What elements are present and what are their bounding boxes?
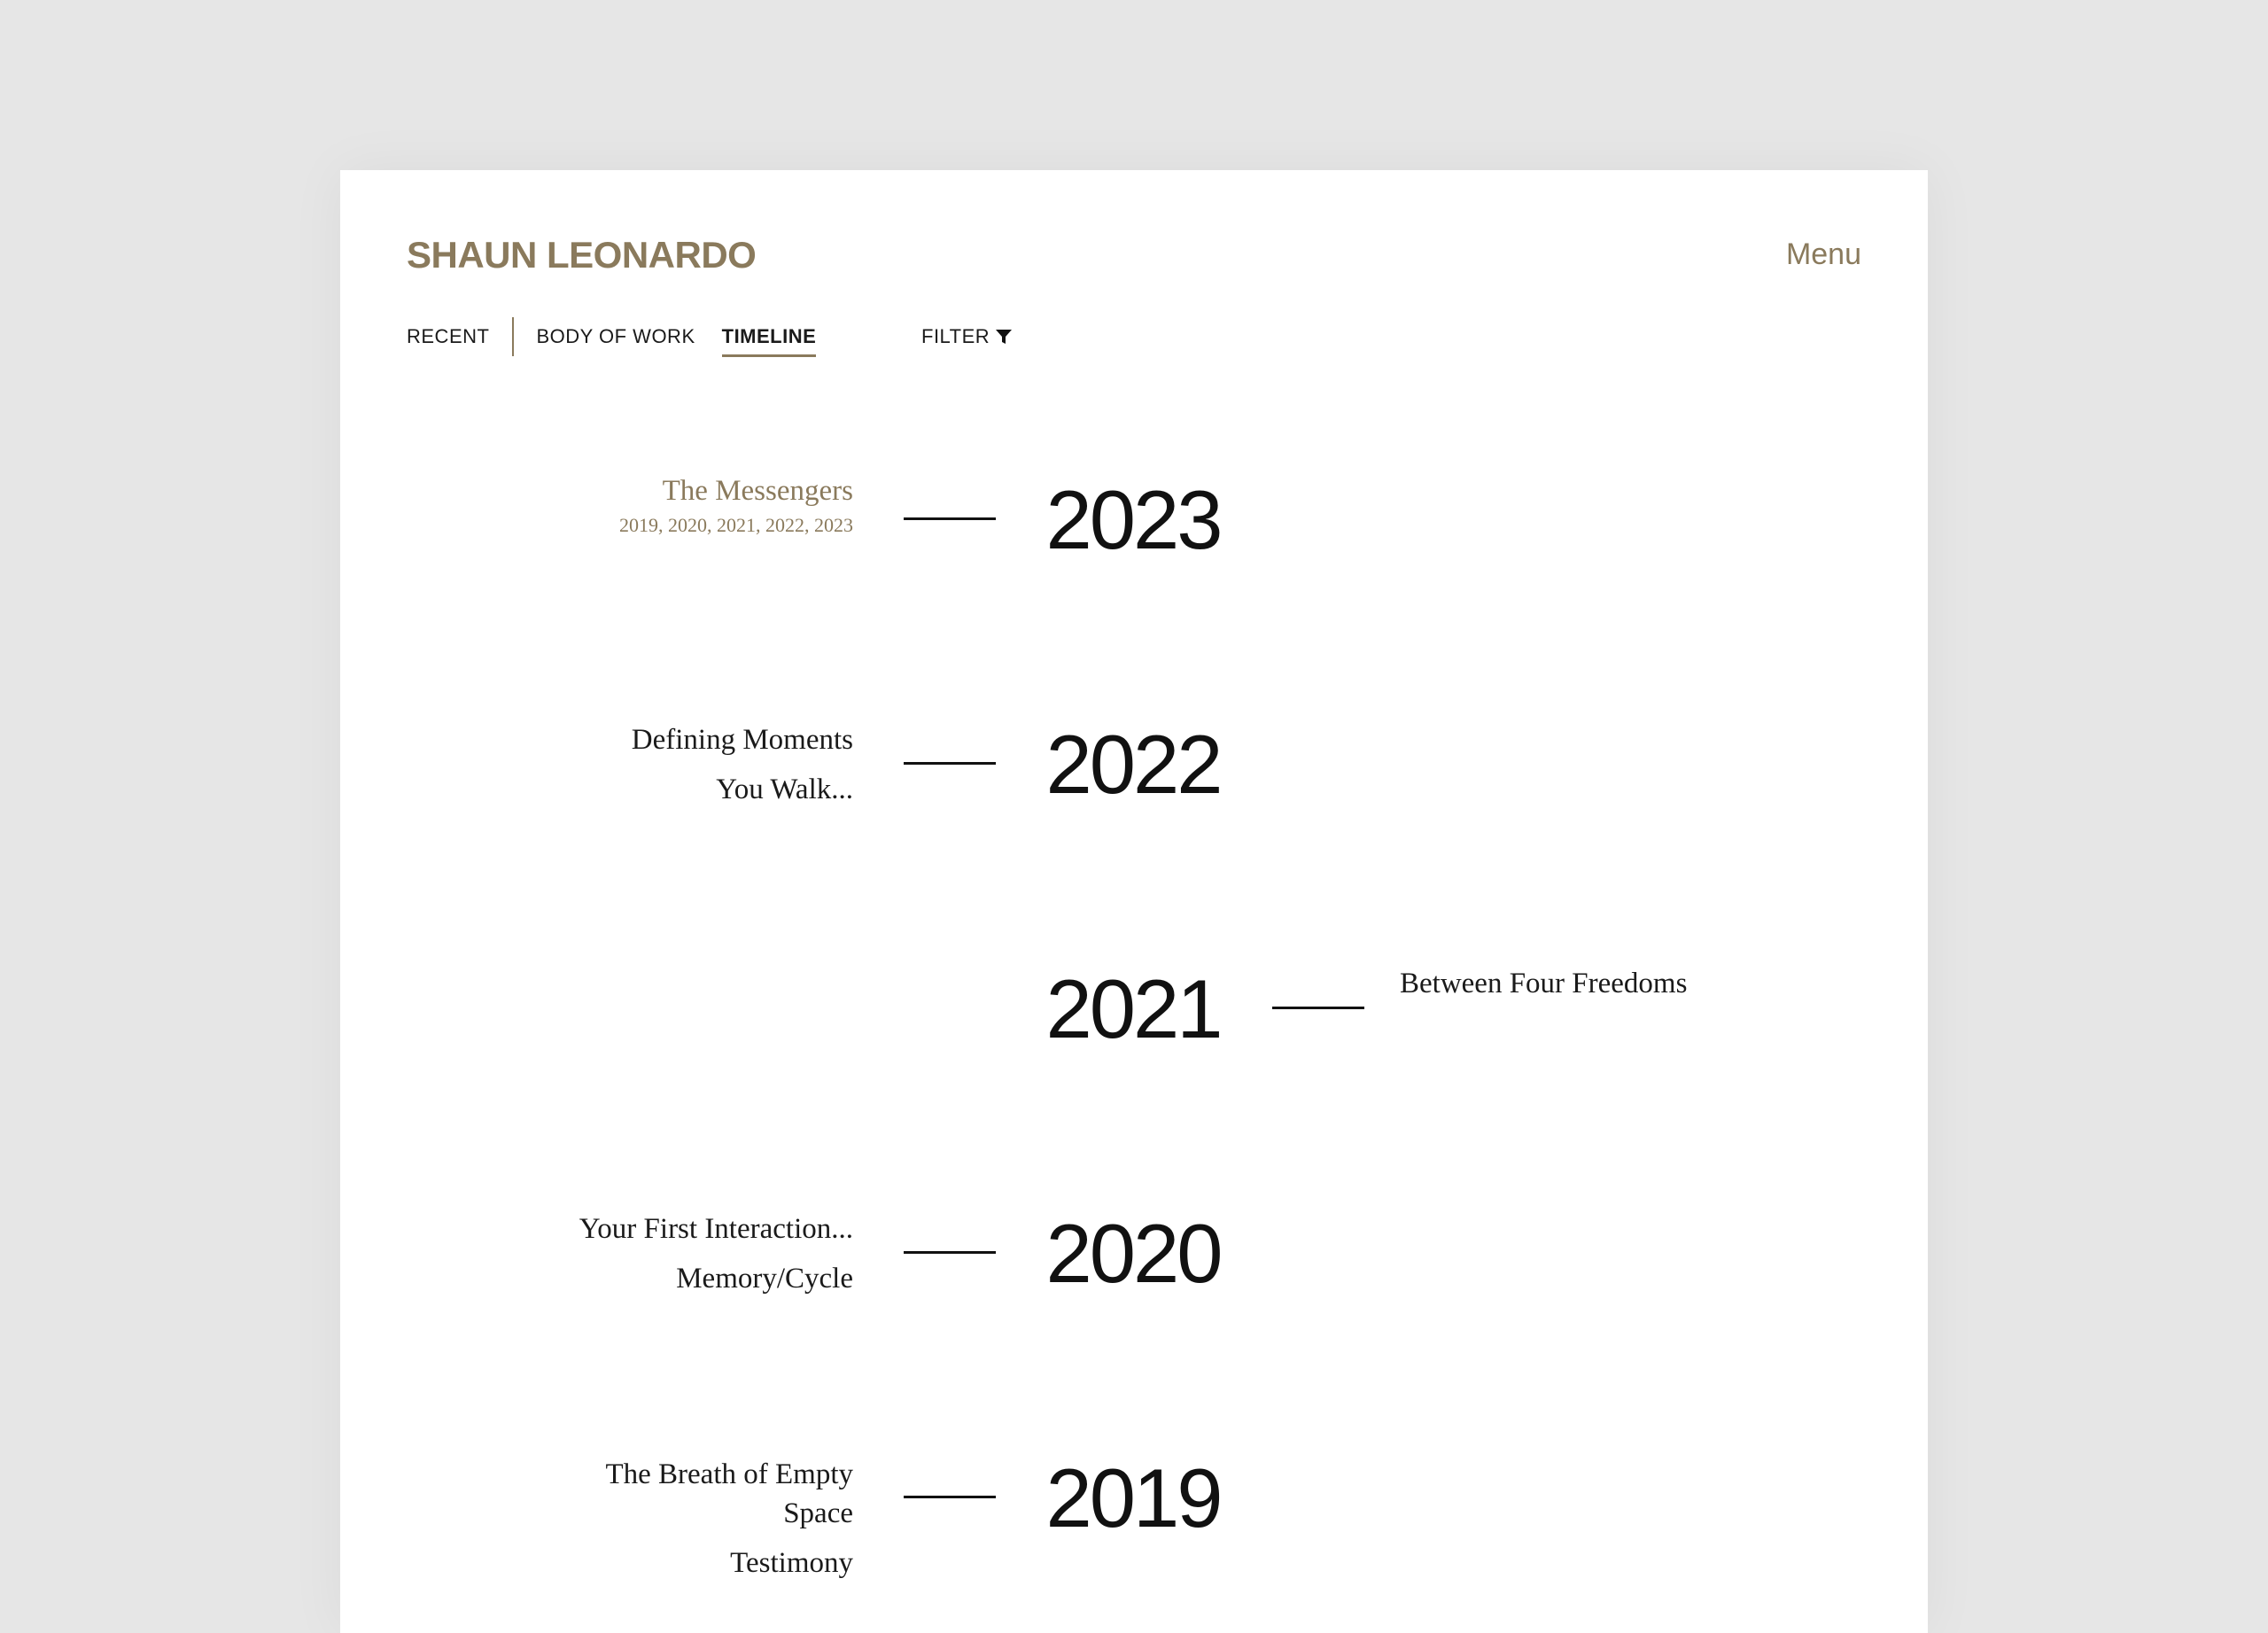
work-title[interactable]: Defining Moments <box>631 724 853 756</box>
works-list <box>1400 964 1843 1003</box>
works-list <box>517 1209 853 1298</box>
tab-recent[interactable]: RECENT <box>407 325 490 347</box>
filter-label: FILTER <box>921 325 990 347</box>
works-list <box>517 720 853 809</box>
work-title[interactable]: Memory/Cycle <box>676 1263 853 1295</box>
works-list <box>552 1455 853 1582</box>
page-card <box>340 170 1928 1633</box>
work-years: 2019, 2020, 2021, 2022, 2023 <box>619 514 853 536</box>
work-title[interactable]: The Breath of Empty Space <box>605 1458 853 1529</box>
menu-button[interactable]: Menu <box>1785 237 1861 271</box>
timeline-connector <box>904 1496 996 1498</box>
nav-divider <box>512 317 514 356</box>
timeline-year: 2022 <box>1045 718 1221 811</box>
work-title[interactable]: The Messengers <box>662 475 853 507</box>
tab-body-of-work[interactable]: BODY OF WORK <box>536 325 695 347</box>
timeline-year: 2020 <box>1045 1207 1221 1300</box>
timeline-year: 2019 <box>1045 1451 1221 1544</box>
timeline-connector <box>904 517 996 520</box>
tab-timeline[interactable]: TIMELINE <box>721 325 817 347</box>
work-title[interactable]: Your First Interaction... <box>579 1213 853 1245</box>
timeline-year: 2023 <box>1045 473 1221 566</box>
works-list <box>517 471 853 539</box>
timeline-connector <box>904 1251 996 1254</box>
timeline-connector <box>904 762 996 765</box>
site-brand[interactable]: SHAUN LEONARDO <box>407 234 757 276</box>
timeline-year: 2021 <box>1045 962 1221 1055</box>
work-title[interactable]: Testimony <box>730 1547 853 1579</box>
view-tabs <box>407 310 816 363</box>
work-title[interactable]: Between Four Freedoms <box>1400 968 1688 999</box>
filter-button[interactable] <box>921 310 1013 363</box>
work-title[interactable]: You Walk... <box>716 774 853 805</box>
filter-funnel-icon <box>995 328 1013 346</box>
timeline-connector <box>1272 1007 1364 1009</box>
